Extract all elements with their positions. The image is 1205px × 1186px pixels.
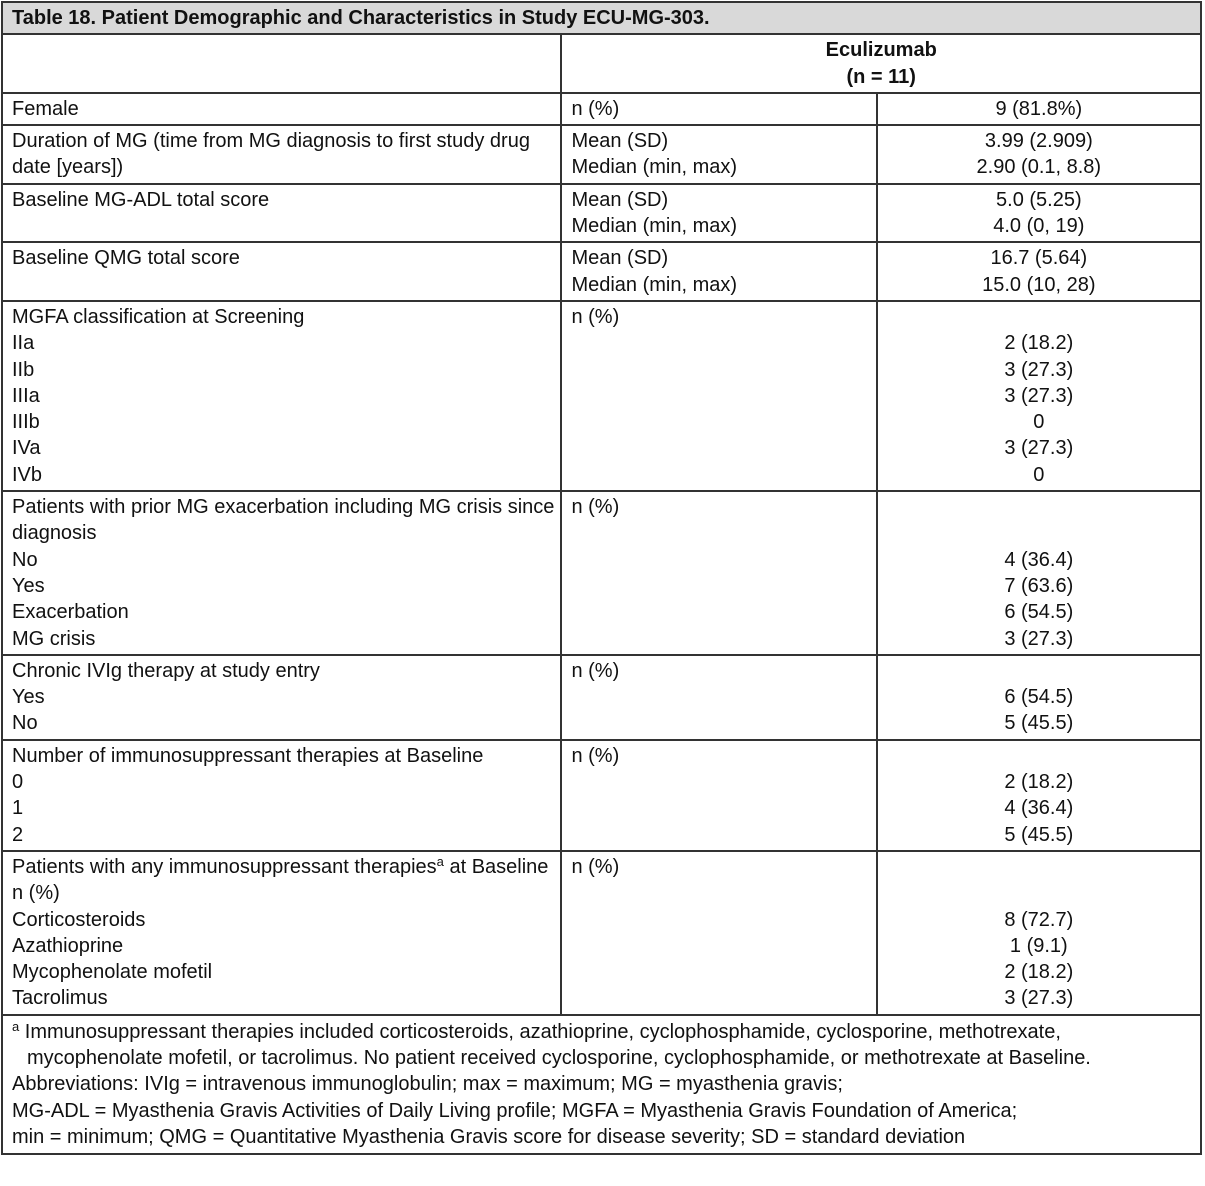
char-line: IIIb: [12, 411, 40, 434]
cell-characteristic: [2, 184, 561, 243]
char-line: Chronic IVIg therapy at study entry: [12, 659, 320, 682]
table-row: [2, 184, 1201, 243]
value-line: 3 (27.3): [1004, 358, 1074, 381]
value-line: 15.0 (10, 28): [982, 273, 1096, 296]
value-line: 3 (27.3): [1004, 987, 1074, 1010]
cell-value: [877, 93, 1201, 125]
abbreviations-line-2: MG-ADL = Myasthenia Gravis Activities of Daily Living profile; MGFA = Myasthenia Gravis Foundation of America;: [12, 1099, 1018, 1122]
char-line: IIb: [12, 358, 35, 381]
cell-statistic: [561, 301, 876, 491]
footnote-marker: a: [436, 853, 444, 869]
cell-value: [877, 851, 1201, 1015]
value-line: 2 (18.2): [1004, 961, 1074, 984]
value-line: 6 (54.5): [1004, 686, 1074, 709]
cell-statistic: [561, 93, 876, 125]
stat-line: Mean (SD): [571, 247, 669, 270]
value-line: 3 (27.3): [1004, 437, 1074, 460]
footnote-a-marker: a: [12, 1018, 20, 1034]
cell-statistic: [561, 655, 876, 740]
char-line: Baseline MG-ADL total score: [12, 188, 270, 211]
cell-value: [877, 491, 1201, 655]
char-line: MG crisis: [12, 627, 96, 650]
char-line: Baseline QMG total score: [12, 247, 240, 270]
table-caption-row: [2, 2, 1201, 34]
cell-statistic: [561, 125, 876, 184]
char-line: IVb: [12, 463, 43, 486]
cell-statistic: [561, 740, 876, 851]
char-line: Duration of MG (time from MG diagnosis to first study drug date [years]): [12, 130, 530, 179]
char-line: No: [12, 548, 38, 571]
value-line: 3 (27.3): [1004, 627, 1074, 650]
value-line: 2.90 (0.1, 8.8): [976, 156, 1102, 179]
table-header-row: [2, 34, 1201, 93]
blank-line: [878, 743, 1200, 769]
cell-characteristic: [2, 93, 561, 125]
stat-line: n (%): [571, 305, 620, 328]
char-item: Mycophenolate mofetil: [12, 961, 213, 984]
table-container: [1, 1, 1202, 1155]
header-group-name: Eculizumab: [825, 39, 937, 62]
value-line: 3 (27.3): [1004, 384, 1074, 407]
abbreviations-line-1: Abbreviations: IVIg = intravenous immunoglobulin; max = maximum; MG = myasthenia gravis;: [12, 1073, 843, 1096]
value-line: 4 (36.4): [1004, 548, 1074, 571]
header-eculizumab: [561, 34, 1201, 93]
table-row-immunosuppressant-any: [2, 851, 1201, 1015]
abbreviations-line-3: min = minimum; QMG = Quantitative Myasthenia Gravis score for disease severity; SD = standard deviation: [12, 1125, 966, 1148]
stat-line: n (%): [571, 496, 620, 519]
table-row: [2, 242, 1201, 301]
cell-characteristic: [2, 242, 561, 301]
cell-characteristic: [2, 740, 561, 851]
value-line: 2 (18.2): [1004, 332, 1074, 355]
char-line: Exacerbation: [12, 601, 129, 624]
table-row: [2, 740, 1201, 851]
value-line: 6 (54.5): [1004, 601, 1074, 624]
char-item: Tacrolimus: [12, 987, 108, 1010]
demographics-table: [1, 1, 1202, 1155]
table-row: [2, 301, 1201, 491]
char-line: Yes: [12, 574, 45, 597]
value-line: 16.7 (5.64): [990, 247, 1088, 270]
char-line: IIa: [12, 332, 35, 355]
table-row: [2, 655, 1201, 740]
char-line: [12, 854, 560, 907]
cell-characteristic: [2, 491, 561, 655]
cell-statistic: [561, 184, 876, 243]
char-line: IIIa: [12, 384, 40, 407]
cell-characteristic: [2, 851, 561, 1015]
cell-statistic: [561, 491, 876, 655]
value-line: 5 (45.5): [1004, 823, 1074, 846]
cell-value: [877, 125, 1201, 184]
value-line: 5.0 (5.25): [996, 188, 1082, 211]
value-line: 0: [1033, 463, 1045, 486]
cell-value: [877, 301, 1201, 491]
value-line: 0: [1033, 411, 1045, 434]
header-blank-characteristic: [2, 34, 561, 93]
char-text: Patients with any immunosuppressant therapies: [12, 855, 437, 878]
table-caption: Table 18. Patient Demographic and Characteristics in Study ECU-MG-303.: [2, 2, 1201, 34]
table-footnote: [2, 1015, 1201, 1154]
table-row: [2, 125, 1201, 184]
blank-line: [878, 658, 1200, 684]
char-line: Number of immunosuppressant therapies at Baseline: [12, 744, 484, 767]
blank-line: [878, 880, 1200, 906]
value-line: 4.0 (0, 19): [993, 215, 1085, 238]
cell-value: [877, 242, 1201, 301]
char-line: IVa: [12, 437, 41, 460]
char-line: Female: [12, 97, 79, 120]
blank-line: [878, 520, 1200, 546]
char-line: 0: [12, 771, 24, 794]
value-line: 1 (9.1): [1009, 934, 1068, 957]
cell-value: [877, 184, 1201, 243]
value-line: 4 (36.4): [1004, 797, 1074, 820]
stat-line: Median (min, max): [571, 215, 738, 238]
blank-line: [878, 494, 1200, 520]
cell-statistic: [561, 851, 876, 1015]
char-line: Patients with prior MG exacerbation including MG crisis since diagnosis: [12, 496, 555, 545]
stat-line: Mean (SD): [571, 130, 669, 153]
footnote-a: [12, 1019, 1192, 1072]
value-line: 7 (63.6): [1004, 574, 1074, 597]
table-row: [2, 491, 1201, 655]
stat-line: n (%): [571, 97, 620, 120]
value-line: 8 (72.7): [1004, 908, 1074, 931]
stat-line: n (%): [571, 659, 620, 682]
stat-line: n (%): [571, 744, 620, 767]
table-body: [2, 2, 1201, 1154]
blank-line: [878, 854, 1200, 880]
table-row: [2, 93, 1201, 125]
stat-line: Median (min, max): [571, 273, 738, 296]
char-line: 1: [12, 797, 24, 820]
cell-characteristic: [2, 301, 561, 491]
char-item: Corticosteroids: [12, 908, 146, 931]
footnote-a-text: Immunosuppressant therapies included corticosteroids, azathioprine, cyclophosphamide, cyclosporine, methotrexate, mycophenolate mofetil, or tacrolimus. No patient received cyclosporine, cyclophosphamide, or methotrexate at Baseline.: [19, 1020, 1091, 1069]
value-line: 2 (18.2): [1004, 771, 1074, 794]
cell-value: [877, 740, 1201, 851]
blank-line: [878, 304, 1200, 330]
cell-characteristic: [2, 655, 561, 740]
char-line: Yes: [12, 686, 45, 709]
char-line: MGFA classification at Screening: [12, 305, 305, 328]
value-line: 3.99 (2.909): [984, 130, 1093, 153]
char-line: No: [12, 712, 38, 735]
value-line: 5 (45.5): [1004, 712, 1074, 735]
stat-line: n (%): [571, 855, 620, 878]
cell-statistic: [561, 242, 876, 301]
char-item: Azathioprine: [12, 934, 124, 957]
char-text-rest: at Baseline n (%): [12, 855, 549, 905]
header-group-n: (n = 11): [846, 65, 916, 88]
table-footnote-row: [2, 1015, 1201, 1154]
value-line: 9 (81.8%): [995, 97, 1083, 120]
cell-characteristic: [2, 125, 561, 184]
stat-line: Median (min, max): [571, 156, 738, 179]
cell-value: [877, 655, 1201, 740]
char-line: 2: [12, 823, 24, 846]
stat-line: Mean (SD): [571, 188, 669, 211]
